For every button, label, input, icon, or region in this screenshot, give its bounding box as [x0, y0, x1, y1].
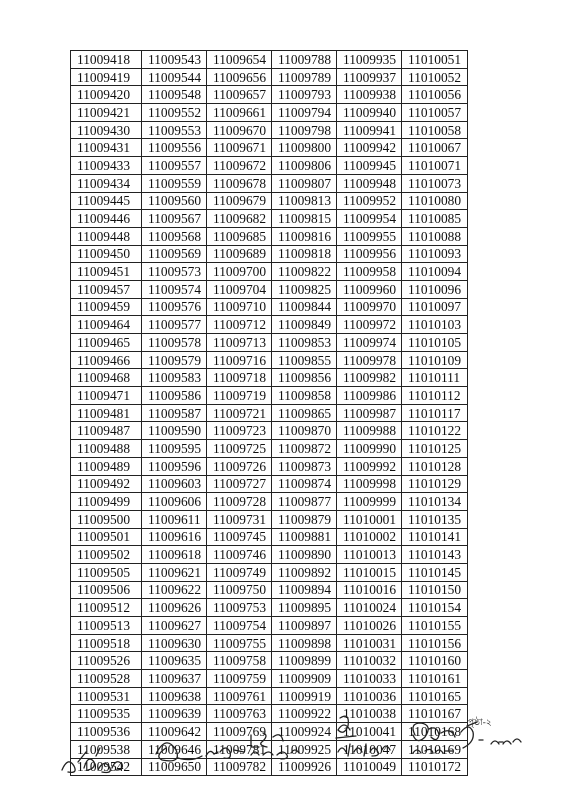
table-cell: 11009642: [142, 723, 207, 741]
table-cell: 11009672: [207, 157, 272, 175]
table-cell: 11009877: [272, 493, 337, 511]
number-list-table: [70, 50, 468, 776]
table-cell: 11009459: [71, 298, 142, 316]
signature-6: [455, 718, 527, 762]
table-cell: 11009727: [207, 475, 272, 493]
table-cell: 11009682: [207, 210, 272, 228]
table-row: [71, 599, 468, 617]
table-cell: 11009489: [71, 457, 142, 475]
table-row: [71, 121, 468, 139]
table-cell: 11009536: [71, 723, 142, 741]
table-cell: 11009434: [71, 174, 142, 192]
table-cell: 11009750: [207, 581, 272, 599]
table-row: [71, 440, 468, 458]
table-cell: 11009542: [71, 758, 142, 776]
table-cell: 11009987: [337, 404, 402, 422]
table-cell: 11009925: [272, 740, 337, 758]
signature-4: [330, 712, 400, 762]
table-cell: 11010001: [337, 510, 402, 528]
table-cell: 11009970: [337, 298, 402, 316]
table-row: [71, 280, 468, 298]
table-cell: 11009825: [272, 280, 337, 298]
table-cell: 11009897: [272, 617, 337, 635]
table-cell: 11010154: [402, 599, 468, 617]
table-cell: 11009557: [142, 157, 207, 175]
table-cell: 11009590: [142, 422, 207, 440]
table-cell: 11009710: [207, 298, 272, 316]
table-cell: 11009794: [272, 104, 337, 122]
table-cell: 11010047: [337, 740, 402, 758]
table-cell: 11009974: [337, 334, 402, 352]
table-cell: 11009518: [71, 634, 142, 652]
table-cell: 11009700: [207, 263, 272, 281]
table-cell: 11010032: [337, 652, 402, 670]
table-row: [71, 316, 468, 334]
table-cell: 11009958: [337, 263, 402, 281]
signature-2: [150, 730, 250, 770]
table-row: [71, 634, 468, 652]
table-cell: 11009639: [142, 705, 207, 723]
table-cell: 11009654: [207, 51, 272, 69]
table-row: [71, 227, 468, 245]
signature-1: [58, 740, 138, 780]
table-row: [71, 139, 468, 157]
table-cell: 11009755: [207, 634, 272, 652]
table-cell: 11010073: [402, 174, 468, 192]
table-row: [71, 617, 468, 635]
table-cell: 11009926: [272, 758, 337, 776]
table-cell: 11010026: [337, 617, 402, 635]
table-cell: 11010013: [337, 546, 402, 564]
table-cell: 11009986: [337, 387, 402, 405]
table-row: [71, 68, 468, 86]
table-cell: 11010172: [402, 758, 468, 776]
signature-3: [245, 725, 305, 765]
table-row: [71, 192, 468, 210]
table-cell: 11010155: [402, 617, 468, 635]
table-cell: 11009568: [142, 227, 207, 245]
table-row: [71, 245, 468, 263]
table-cell: 11009567: [142, 210, 207, 228]
table-cell: 11009657: [207, 86, 272, 104]
table-cell: 11009894: [272, 581, 337, 599]
table-cell: 11009758: [207, 652, 272, 670]
table-cell: 11009865: [272, 404, 337, 422]
table-cell: 11009815: [272, 210, 337, 228]
table-cell: 11009789: [272, 68, 337, 86]
table-cell: 11010117: [402, 404, 468, 422]
table-cell: 11009513: [71, 617, 142, 635]
table-cell: 11009873: [272, 457, 337, 475]
table-cell: 11009816: [272, 227, 337, 245]
table-cell: 11009637: [142, 670, 207, 688]
table-cell: 11009881: [272, 528, 337, 546]
table-cell: 11009992: [337, 457, 402, 475]
table-cell: 11009506: [71, 581, 142, 599]
table-cell: 11010002: [337, 528, 402, 546]
table-cell: 11009723: [207, 422, 272, 440]
table-cell: 11009856: [272, 369, 337, 387]
table-cell: 11009982: [337, 369, 402, 387]
table-cell: 11009749: [207, 563, 272, 581]
table-cell: 11010056: [402, 86, 468, 104]
table-cell: 11009552: [142, 104, 207, 122]
table-cell: 11009870: [272, 422, 337, 440]
table-cell: 11010052: [402, 68, 468, 86]
table-cell: 11010156: [402, 634, 468, 652]
table-cell: 11010088: [402, 227, 468, 245]
table-cell: 11010057: [402, 104, 468, 122]
table-cell: 11009941: [337, 121, 402, 139]
table-cell: 11009713: [207, 334, 272, 352]
table-cell: 11009526: [71, 652, 142, 670]
table-cell: 11009704: [207, 280, 272, 298]
table-cell: 11009800: [272, 139, 337, 157]
table-row: [71, 563, 468, 581]
table-cell: 11009431: [71, 139, 142, 157]
table-cell: 11009603: [142, 475, 207, 493]
table-cell: 11009646: [142, 740, 207, 758]
table-cell: 11009419: [71, 68, 142, 86]
table-cell: 11010122: [402, 422, 468, 440]
table-row: [71, 457, 468, 475]
table-cell: 11010041: [337, 723, 402, 741]
table-cell: 11009586: [142, 387, 207, 405]
table-cell: 11010049: [337, 758, 402, 776]
table-cell: 11009626: [142, 599, 207, 617]
table-cell: 11009501: [71, 528, 142, 546]
table-cell: 11009922: [272, 705, 337, 723]
table-cell: 11009712: [207, 316, 272, 334]
table-row: [71, 351, 468, 369]
table-cell: 11010015: [337, 563, 402, 581]
table-cell: 11010111: [402, 369, 468, 387]
table-cell: 11009606: [142, 493, 207, 511]
table-cell: 11009679: [207, 192, 272, 210]
table-cell: 11010097: [402, 298, 468, 316]
page-number: পৃষ্ঠা-২: [468, 718, 492, 728]
table-cell: 11009849: [272, 316, 337, 334]
table-cell: 11010036: [337, 687, 402, 705]
table-cell: 11009952: [337, 192, 402, 210]
table-cell: 11009990: [337, 440, 402, 458]
table-cell: 11009945: [337, 157, 402, 175]
table-cell: 11009548: [142, 86, 207, 104]
table-cell: 11009781: [207, 740, 272, 758]
table-cell: 11010058: [402, 121, 468, 139]
table-cell: 11010067: [402, 139, 468, 157]
table-row: [71, 104, 468, 122]
table-cell: 11009818: [272, 245, 337, 263]
table-row: [71, 174, 468, 192]
table-cell: 11009451: [71, 263, 142, 281]
table-row: [71, 687, 468, 705]
table-cell: 11009725: [207, 440, 272, 458]
table-cell: 11009937: [337, 68, 402, 86]
table-cell: 11010128: [402, 457, 468, 475]
table-cell: 11009448: [71, 227, 142, 245]
table-cell: 11009670: [207, 121, 272, 139]
table-cell: 11009616: [142, 528, 207, 546]
table-cell: 11009745: [207, 528, 272, 546]
table-cell: 11009935: [337, 51, 402, 69]
table-cell: 11010161: [402, 670, 468, 688]
table-cell: 11009446: [71, 210, 142, 228]
table-cell: 11009596: [142, 457, 207, 475]
table-cell: 11009807: [272, 174, 337, 192]
table-cell: 11010109: [402, 351, 468, 369]
table-cell: 11009763: [207, 705, 272, 723]
table-cell: 11009890: [272, 546, 337, 564]
table-cell: 11009627: [142, 617, 207, 635]
table-cell: 11009576: [142, 298, 207, 316]
table-row: [71, 546, 468, 564]
table-cell: 11009685: [207, 227, 272, 245]
table-cell: 11009538: [71, 740, 142, 758]
table-cell: 11009988: [337, 422, 402, 440]
table-cell: 11009858: [272, 387, 337, 405]
table-cell: 11009618: [142, 546, 207, 564]
table-cell: 11009793: [272, 86, 337, 104]
table-cell: 11009466: [71, 351, 142, 369]
table-cell: 11009909: [272, 670, 337, 688]
table-cell: 11009895: [272, 599, 337, 617]
table-cell: 11009746: [207, 546, 272, 564]
table-cell: 11010038: [337, 705, 402, 723]
table-cell: 11009728: [207, 493, 272, 511]
table-cell: 11009531: [71, 687, 142, 705]
table-cell: 11009445: [71, 192, 142, 210]
table-cell: 11009898: [272, 634, 337, 652]
table-cell: 11009528: [71, 670, 142, 688]
table-cell: 11009611: [142, 510, 207, 528]
table-cell: 11009433: [71, 157, 142, 175]
table-cell: 11009471: [71, 387, 142, 405]
table-row: [71, 475, 468, 493]
table-cell: 11009874: [272, 475, 337, 493]
table-cell: 11009806: [272, 157, 337, 175]
table-cell: 11009853: [272, 334, 337, 352]
table-cell: 11009543: [142, 51, 207, 69]
table-cell: 11010096: [402, 280, 468, 298]
table-row: [71, 422, 468, 440]
table-row: [71, 528, 468, 546]
table-cell: 11009559: [142, 174, 207, 192]
table-cell: 11009999: [337, 493, 402, 511]
table-cell: 11010024: [337, 599, 402, 617]
table-cell: 11009924: [272, 723, 337, 741]
table-cell: 11009505: [71, 563, 142, 581]
table-cell: 11009579: [142, 351, 207, 369]
table-cell: 11009421: [71, 104, 142, 122]
table-cell: 11009450: [71, 245, 142, 263]
table-cell: 11009940: [337, 104, 402, 122]
table-cell: 11009960: [337, 280, 402, 298]
table-cell: 11010165: [402, 687, 468, 705]
table-cell: 11009998: [337, 475, 402, 493]
table-cell: 11009678: [207, 174, 272, 192]
table-cell: 11009689: [207, 245, 272, 263]
table-cell: 11009583: [142, 369, 207, 387]
table-cell: 11009759: [207, 670, 272, 688]
table-cell: 11010033: [337, 670, 402, 688]
table-cell: 11009544: [142, 68, 207, 86]
table-cell: 11009587: [142, 404, 207, 422]
table-cell: 11010168: [402, 723, 468, 741]
table-cell: 11009578: [142, 334, 207, 352]
table-cell: 11010143: [402, 546, 468, 564]
table-cell: 11009726: [207, 457, 272, 475]
table-cell: 11010080: [402, 192, 468, 210]
table-cell: 11009671: [207, 139, 272, 157]
table-cell: 11009553: [142, 121, 207, 139]
table-cell: 11009661: [207, 104, 272, 122]
table-row: [71, 263, 468, 281]
table-cell: 11009761: [207, 687, 272, 705]
table-cell: 11010105: [402, 334, 468, 352]
table-cell: 11009418: [71, 51, 142, 69]
table-body: [71, 51, 468, 776]
table-cell: 11009500: [71, 510, 142, 528]
table-cell: 11009457: [71, 280, 142, 298]
table-cell: 11009499: [71, 493, 142, 511]
table-cell: 11009535: [71, 705, 142, 723]
table-row: [71, 157, 468, 175]
table-cell: 11010145: [402, 563, 468, 581]
table-cell: 11010135: [402, 510, 468, 528]
table-cell: 11009855: [272, 351, 337, 369]
table-cell: 11009512: [71, 599, 142, 617]
table-cell: 11009955: [337, 227, 402, 245]
table-cell: 11009719: [207, 387, 272, 405]
table-cell: 11010094: [402, 263, 468, 281]
table-cell: 11009899: [272, 652, 337, 670]
table-row: [71, 652, 468, 670]
table-cell: 11009948: [337, 174, 402, 192]
table-row: [71, 510, 468, 528]
table-cell: 11009560: [142, 192, 207, 210]
table-cell: 11009577: [142, 316, 207, 334]
table-cell: 11009718: [207, 369, 272, 387]
table-row: [71, 581, 468, 599]
table-cell: 11010016: [337, 581, 402, 599]
table-cell: 11009635: [142, 652, 207, 670]
table-cell: 11009465: [71, 334, 142, 352]
table-cell: 11009430: [71, 121, 142, 139]
table-row: [71, 298, 468, 316]
table-cell: 11010167: [402, 705, 468, 723]
table-cell: 11009813: [272, 192, 337, 210]
table-cell: 11009879: [272, 510, 337, 528]
table-cell: 11009716: [207, 351, 272, 369]
table-cell: 11009574: [142, 280, 207, 298]
table-cell: 11009978: [337, 351, 402, 369]
table-cell: 11009731: [207, 510, 272, 528]
table-cell: 11009488: [71, 440, 142, 458]
table-cell: 11009844: [272, 298, 337, 316]
table-cell: 11009650: [142, 758, 207, 776]
table-cell: 11009502: [71, 546, 142, 564]
table-cell: 11009938: [337, 86, 402, 104]
table-cell: 11010160: [402, 652, 468, 670]
table-cell: 11010129: [402, 475, 468, 493]
table-row: [71, 210, 468, 228]
table-cell: 11009954: [337, 210, 402, 228]
table-cell: 11009569: [142, 245, 207, 263]
table-cell: 11009621: [142, 563, 207, 581]
table-cell: 11009972: [337, 316, 402, 334]
table-row: [71, 387, 468, 405]
table-cell: 11009468: [71, 369, 142, 387]
table-cell: 11010150: [402, 581, 468, 599]
table-cell: 11009942: [337, 139, 402, 157]
table-cell: 11009487: [71, 422, 142, 440]
table-cell: 11009956: [337, 245, 402, 263]
table-cell: 11009872: [272, 440, 337, 458]
table-cell: 11009782: [207, 758, 272, 776]
table-row: [71, 404, 468, 422]
table-cell: 11009464: [71, 316, 142, 334]
table-row: [71, 369, 468, 387]
table-cell: 11009573: [142, 263, 207, 281]
table-cell: 11010112: [402, 387, 468, 405]
table-row: [71, 493, 468, 511]
table-cell: 11009638: [142, 687, 207, 705]
table-cell: 11010134: [402, 493, 468, 511]
table-cell: 11009556: [142, 139, 207, 157]
table-cell: 11009919: [272, 687, 337, 705]
table-cell: 11010125: [402, 440, 468, 458]
table-cell: 11009798: [272, 121, 337, 139]
table-cell: 11010169: [402, 740, 468, 758]
table-cell: 11010093: [402, 245, 468, 263]
table-cell: 11009788: [272, 51, 337, 69]
table-cell: 11009481: [71, 404, 142, 422]
table-cell: 11009656: [207, 68, 272, 86]
table-cell: 11010085: [402, 210, 468, 228]
table-cell: 11009630: [142, 634, 207, 652]
table-cell: 11010071: [402, 157, 468, 175]
table-cell: 11009753: [207, 599, 272, 617]
table-cell: 11010141: [402, 528, 468, 546]
table-cell: 11009622: [142, 581, 207, 599]
table-row: [71, 86, 468, 104]
table-cell: 11009822: [272, 263, 337, 281]
table-row: [71, 670, 468, 688]
table-cell: 11010103: [402, 316, 468, 334]
table-cell: 11009769: [207, 723, 272, 741]
table-cell: 11009492: [71, 475, 142, 493]
table-cell: 11010051: [402, 51, 468, 69]
table-cell: 11009892: [272, 563, 337, 581]
table-cell: 11009754: [207, 617, 272, 635]
table-row: [71, 334, 468, 352]
table-row: [71, 51, 468, 69]
table-cell: 11009721: [207, 404, 272, 422]
table-cell: 11009420: [71, 86, 142, 104]
table-cell: 11009595: [142, 440, 207, 458]
table-cell: 11010031: [337, 634, 402, 652]
